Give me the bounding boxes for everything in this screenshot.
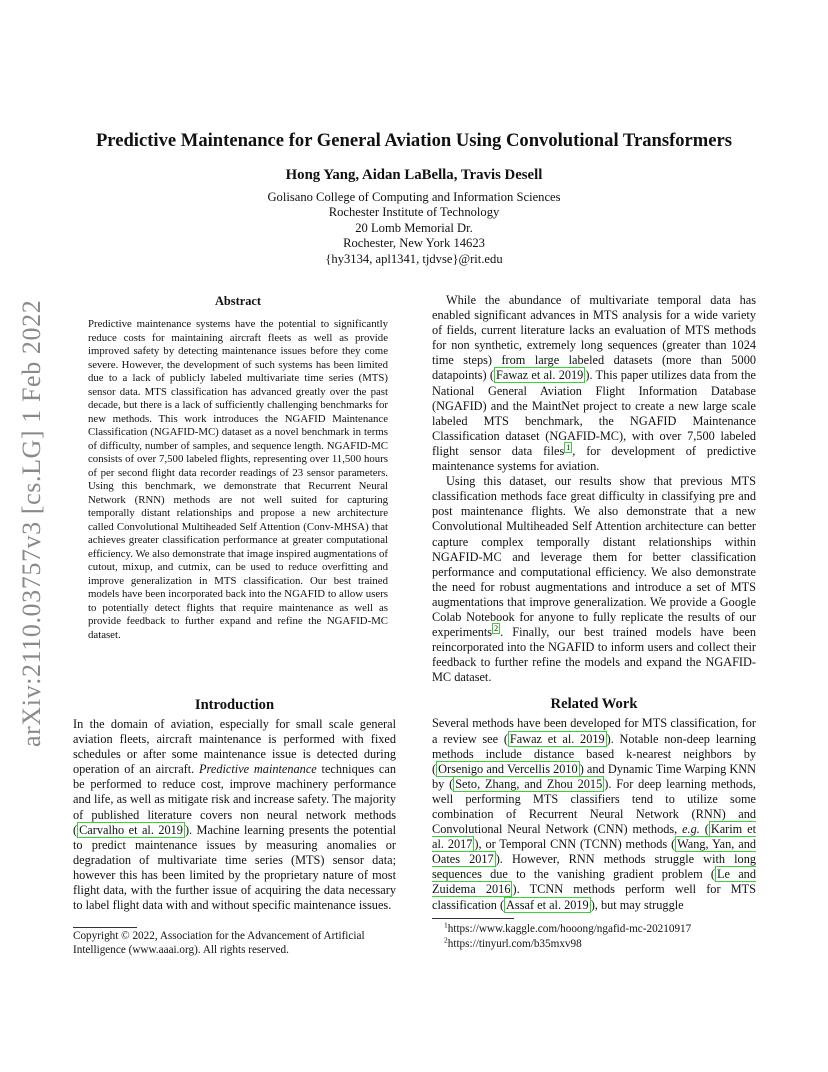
citation-link[interactable]: Wang, Yan, and Oates 2017: [432, 837, 756, 867]
affiliation-college: Golisano College of Computing and Information Sciences: [267, 190, 561, 204]
related-work-paragraph: Several methods have been developed for MTS classification, for a review see ( Fawaz et al. 2019 ). Notable non-deep learning methods include distance based k-nearest neighbors by ( Orsenigo and Vercellis 2010 ) and Dynamic Time Warping KNN by ( Seto, Zhang, and Zhou 2015 ). For deep learning methods, well performing MTS classifiers tend to utilize some combination of Recurrent Neural Network (RNN) and Convolutional Neural Network (CNN) methods, e.g. ( Karim et al. 2017 ), or Temporal CNN (TCNN) methods ( Wang, Yan, and Oates 2017 ). However, RNN methods struggle with long sequences due to the vanishing gradient problem ( Le and Zuidema 2016 ). TCNN methods perform well for MTS classification ( Assaf et al. 2019 ), but may struggle: [432, 716, 757, 912]
citation-link[interactable]: Carvalho et al. 2019: [79, 822, 183, 837]
footnote-link[interactable]: 2: [494, 623, 499, 633]
footnote-url[interactable]: https://www.kaggle.com/hooong/ngafid-mc-20210917: [447, 923, 692, 935]
footnotes: [444, 922, 764, 951]
paper-authors: Hong Yang, Aidan LaBella, Travis Desell: [285, 167, 543, 183]
citation-link[interactable]: Fawaz et al. 2019: [496, 368, 584, 383]
arxiv-identifier: arXiv:2110.03757v3 [cs.LG] 1 Feb 2022: [17, 299, 46, 747]
affiliation-street: 20 Lomb Memorial Dr.: [355, 220, 473, 235]
footnote-divider: [73, 927, 137, 928]
footnote-number: 1: [444, 920, 448, 930]
abstract-text: Predictive maintenance systems have the potential to significantly reduce costs for maintaining aircraft fleets as well as provide improved safety by detecting maintenance issues before they come severe. However, the development of such systems has been limited due to a lack of publicly labeled multivariate time series (MTS) sensor data. MTS classification has advanced greatly over the past decade, but there is a lack of sufficiently challenging benchmarks for new methods. This work introduces the NGAFID Maintenance Classification (NGAFID-MC) dataset as a novel benchmark in terms of difficulty, number of samples, and sequence length. NGAFID-MC consists of over 7,500 labeled flights, representing over 11,500 hours of per second flight data recorder readings of 23 sensor parameters. Using this benchmark, we demonstrate that Recurrent Neural Network (RNN) methods are not well suited for capturing temporally distant relationships and propose a new architecture called Convolutional Multiheaded Self Attention (Conv-MHSA) that achieves greater classification performance at greater computational efficiency. We also demonstrate that image inspired augmentations of cutout, mixup, and cutmix, can be used to reduce overfitting and improve generalization in MTS classification. Our best trained models have been incorporated back into the NGAFID to allow users to potentially detect flights that require maintenance as well as provide feedback to further expand and refine the NGAFID-MC dataset.: [88, 318, 388, 641]
citation-link[interactable]: Karim et al. 2017: [432, 822, 756, 852]
introduction-heading: Introduction: [194, 697, 275, 713]
copyright-notice: Copyright © 2022, Association for the Advancement of Artificial Intelligence (www.aaai.org). All rights reserved.: [73, 930, 365, 956]
footnote-1: [444, 922, 764, 937]
eg-abbrev: e.g.: [682, 822, 700, 837]
footnote-number: 2: [444, 934, 448, 944]
paper-title: Predictive Maintenance for General Aviation Using Convolutional Transformers: [95, 130, 733, 151]
citation-link[interactable]: Fawaz et al. 2019: [509, 731, 605, 746]
citation-link[interactable]: Orsenigo and Vercellis 2010: [438, 761, 578, 776]
related-work-heading: Related Work: [550, 696, 638, 713]
footnote-link[interactable]: 1: [566, 442, 571, 452]
footnote-url[interactable]: https://tinyurl.com/b35mxv98: [447, 937, 582, 950]
right-intro-paragraph-1: While the abundance of multivariate temporal data has enabled significant advances in MTS analysis for a wide variety of fields, current literature lacks an evaluation of MTS methods for non synthetic, extremely long sequences (greater than 1024 time steps) from large labeled datasets (more than 5000 datapoints) ( Fawaz et al. 2019 ). This paper utilizes data from the National General Aviation Flight Information Database (NGAFID) and the MaintNet project to create a new large scale labeled MTS benchmark, the NGAFID Maintenance Classification dataset (NGAFID-MC), with over 7,500 labeled flight sensor data files $^1$ , for development of predictive maintenance systems for aviation.: [432, 293, 757, 474]
affiliation-city: Rochester, New York 14623: [343, 236, 485, 251]
right-intro-paragraph-2: Using this dataset, our results show that previous MTS classification methods face great difficulty in classifying pre and post maintenance flights. We also demonstrate that a new Convolutional Multiheaded Self Attention architecture can better capture complex temporally distant relationships within NGAFID-MC and leverage them for better classification performance and computational efficiency. We also demonstrate the need for robust augmentations and introduce a set of MTS augmentations that improve generalization. We provide a Google Colab Notebook for anyone to fully replicate the results of our experiments $^2$ . Finally, our best trained models have been reincorporated into the NGAFID to inform users and collect their feedback to further refine the models and expand the NGAFID-MC dataset.: [432, 474, 756, 685]
affiliation-emails: {hy3134, apl1341, tjdvse}@rit.edu: [325, 251, 503, 266]
left-column: [73, 697, 396, 913]
affiliation-institute: Rochester Institute of Technology: [328, 205, 500, 220]
affiliation-block: [70, 190, 758, 267]
footnote-divider: [432, 918, 514, 919]
introduction-paragraph: In the domain of aviation, especially for small scale general aviation fleets, aircraft maintenance is performed with fixed schedules or after some maintenance issue is detected during operation of an aircraft. Predictive maintenance techniques can be performed to reduce cost, improve machinery performance and life, as well as mitigate risk and increase safety. The majority of published literature covers non neural network methods ( Carvalho et al. 2019 ). Machine learning presents the potential to predict maintenance issues by measuring anomalies or degradation of multivariate time series (MTS) sensor data; however this has been limited by the proprietary nature of most flight data, with the further issue of acquiring the data necessary to label flight data with and without specific maintenance issues.: [73, 717, 396, 913]
abstract-heading: Abstract: [214, 294, 262, 308]
citation-link[interactable]: Seto, Zhang, and Zhou 2015: [455, 776, 603, 791]
citation-link[interactable]: Assaf et al. 2019: [506, 897, 589, 912]
right-column: [432, 293, 756, 913]
predictive-maintenance-term: Predictive maintenance: [199, 762, 317, 777]
footnote-2: [444, 934, 764, 952]
citation-link[interactable]: Le and Zuidema 2016: [432, 867, 756, 897]
